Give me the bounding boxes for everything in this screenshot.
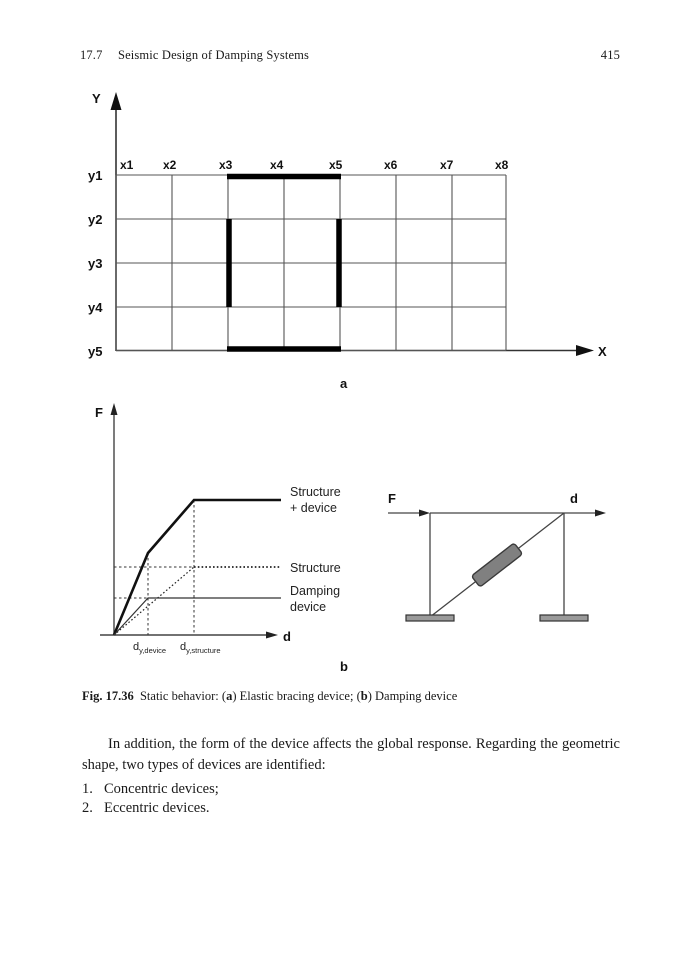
caption-figure-number: Fig. 17.36 (82, 689, 134, 703)
column-label-x6: x6 (384, 158, 398, 172)
caption-bold-a: a (226, 689, 233, 703)
grid-row-lines (116, 175, 506, 351)
legend-structure-device-line2: + device (290, 501, 337, 515)
row-label-y2: y2 (88, 212, 103, 227)
frame-displacement-label: d (570, 491, 578, 506)
base-plate-left (406, 615, 454, 621)
legend-damping-device-line2: device (290, 600, 327, 614)
row-label-y1: y1 (88, 168, 103, 183)
column-label-x8: x8 (495, 158, 509, 172)
column-label-x3: x3 (219, 158, 233, 172)
body-paragraph: In addition, the form of the device affects the global response. Regarding the geometric shape, two types of devices are identified: (82, 736, 620, 773)
figure-b-group (0, 395, 700, 660)
list-item (82, 780, 620, 799)
row-label-y5: y5 (88, 344, 103, 359)
row-label-y3: y3 (88, 256, 103, 271)
fd-legend (290, 485, 341, 614)
device-type-list (82, 780, 620, 818)
force-arrow-head (419, 510, 430, 517)
body-paragraph-block (82, 734, 620, 776)
list-item (82, 799, 620, 818)
fd-x-axis-label: d (283, 629, 291, 644)
damping-device-frame (388, 491, 606, 621)
frame-force-label: F (388, 491, 396, 506)
legend-structure: Structure (290, 561, 341, 575)
caption-text-2: ) Elastic bracing device; ( (232, 689, 361, 703)
row-label-y4: y4 (88, 300, 103, 315)
fd-y-axis-label: F (95, 405, 103, 420)
figure-caption (82, 688, 622, 704)
damper-element (471, 543, 522, 587)
list-item-label: Eccentric devices. (104, 800, 210, 816)
column-label-x5: x5 (329, 158, 343, 172)
page-number: 415 (600, 48, 620, 62)
caption-bold-b: b (360, 689, 368, 703)
base-plate-right (540, 615, 588, 621)
column-label-x2: x2 (163, 158, 177, 172)
column-label-group (120, 158, 509, 172)
subfigure-label-b: b (340, 659, 348, 674)
x-axis-label: X (598, 344, 607, 359)
caption-text-1: Static behavior: ( (139, 689, 227, 703)
column-label-x4: x4 (270, 158, 284, 172)
list-item-label: Concentric devices; (104, 781, 219, 797)
tick-label-dy-device: $d_{y,device}$ (133, 641, 167, 655)
section-title: Seismic Design of Damping Systems (118, 48, 310, 62)
figure-a-plan-grid (0, 0, 700, 400)
displacement-arrow-head (595, 510, 606, 517)
curve-damping-device (114, 598, 281, 635)
force-displacement-plot (95, 403, 341, 655)
section-number: 17.7 (80, 48, 103, 62)
row-label-group (88, 168, 103, 359)
curve-structure (114, 567, 194, 635)
subfigure-label-a: a (340, 376, 348, 391)
list-item-number: 1. (82, 781, 93, 797)
column-label-x7: x7 (440, 158, 454, 172)
y-axis-label: Y (92, 91, 101, 106)
tick-label-dy-structure: $d_{y,structure}$ (180, 641, 221, 655)
caption-text-3: ) Damping device (367, 689, 458, 703)
legend-damping-device-line1: Damping (290, 584, 341, 598)
list-item-number: 2. (82, 800, 93, 816)
column-label-x1: x1 (120, 158, 134, 172)
legend-structure-device-line1: Structure (290, 485, 341, 499)
